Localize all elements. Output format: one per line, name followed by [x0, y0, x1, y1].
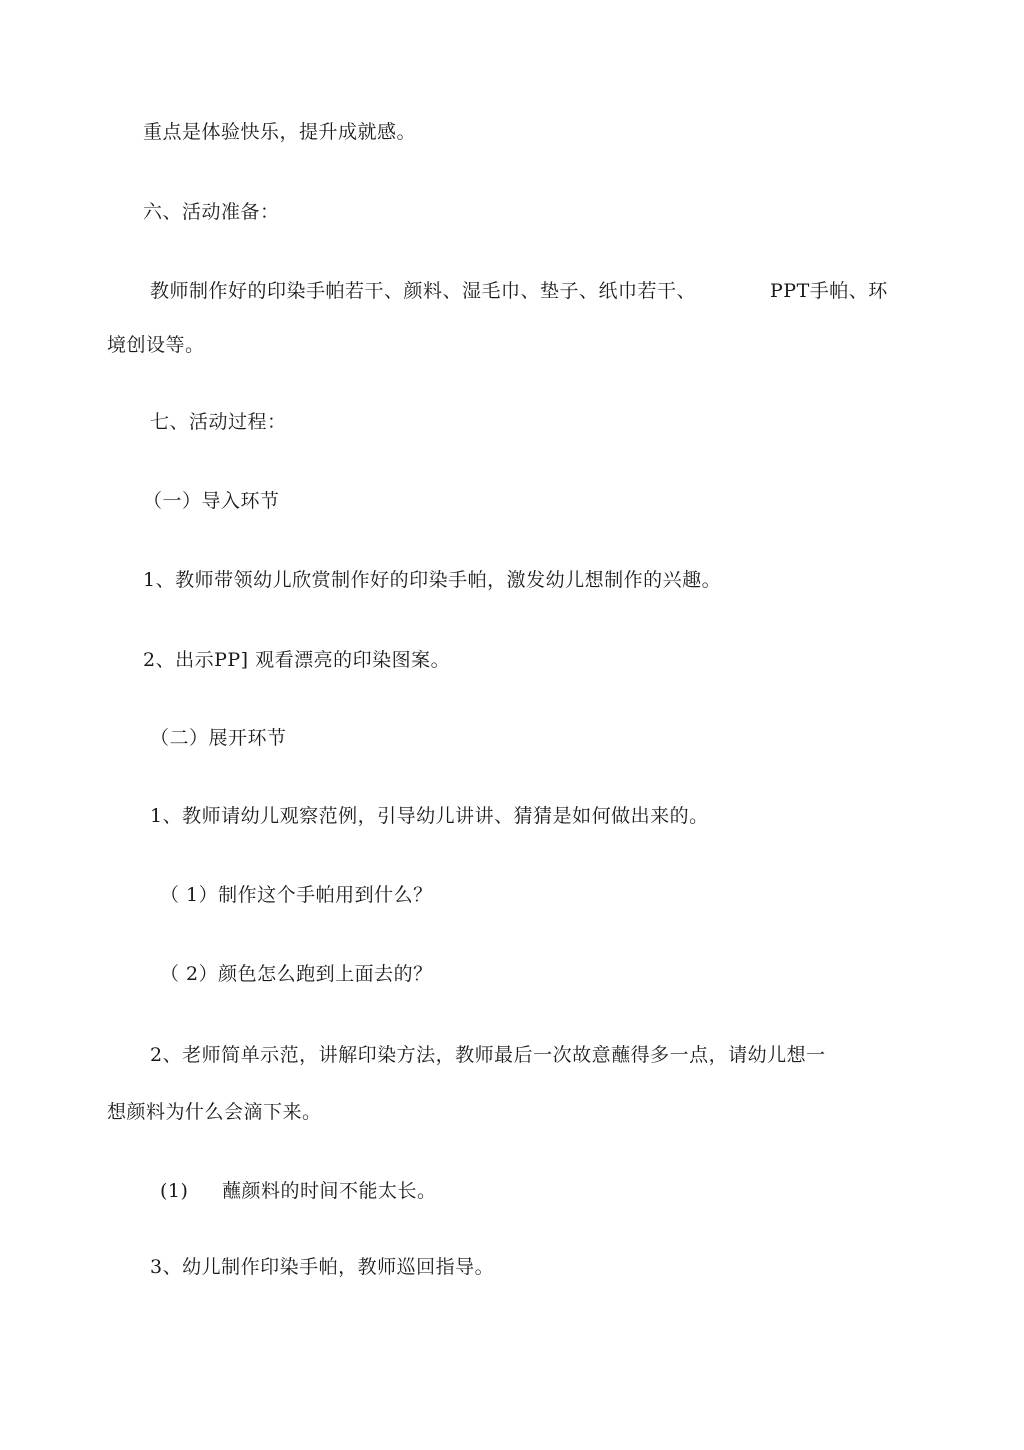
text-line-question-2: （ 2）颜色怎么跑到上面去的？: [160, 963, 433, 985]
text-line-intro-step-1: 1、教师带领幼儿欣赏制作好的印染手帕，激发幼儿想制作的兴趣。: [143, 569, 722, 591]
text-line-materials-end: 境创设等。: [107, 334, 205, 356]
text-line-note-number: (1): [160, 1180, 189, 1202]
text-line-materials-cont: PPT手帕、环: [770, 280, 888, 302]
text-line-expand-step-1: 1、教师请幼儿观察范例，引导幼儿讲讲、猜猜是如何做出来的。: [150, 805, 709, 827]
text-line-note: 蘸颜料的时间不能太长。: [222, 1180, 437, 1202]
text-line-materials: 教师制作好的印染手帕若干、颜料、湿毛巾、垫子、纸巾若干、: [150, 280, 697, 302]
heading-intro-section: （一）导入环节: [143, 490, 280, 512]
text-line-expand-step-2-cont: 想颜料为什么会滴下来。: [107, 1101, 322, 1123]
heading-expand-section: （二）展开环节: [150, 727, 287, 749]
text-line-expand-step-3: 3、幼儿制作印染手帕，教师巡回指导。: [150, 1256, 495, 1278]
heading-activity-process: 七、活动过程：: [150, 411, 287, 433]
text-line-key-point: 重点是体验快乐，提升成就感。: [143, 121, 417, 143]
text-line-intro-step-2: 2、出示PP] 观看漂亮的印染图案。: [143, 649, 451, 671]
text-line-question-1: （ 1）制作这个手帕用到什么？: [160, 884, 433, 906]
text-line-expand-step-2: 2、老师简单示范，讲解印染方法，教师最后一次故意蘸得多一点，请幼儿想一: [150, 1044, 826, 1066]
heading-activity-preparation: 六、活动准备：: [143, 201, 280, 223]
